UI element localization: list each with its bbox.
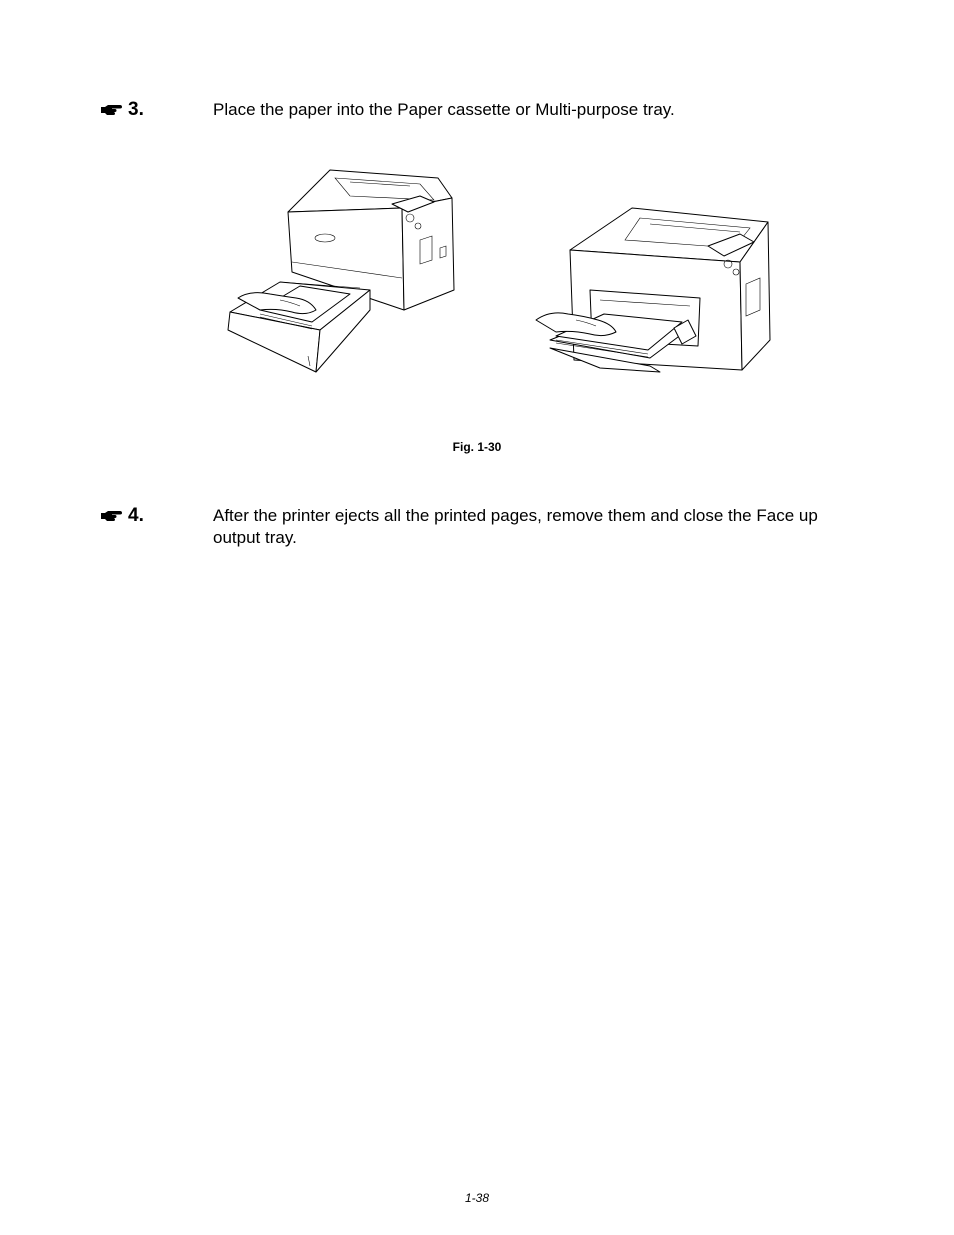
step-number: 3. — [128, 99, 144, 120]
pointing-hand-icon — [100, 103, 122, 117]
step-3 — [100, 99, 833, 121]
step-text: Place the paper into the Paper cassette or Multi-purpose tray. — [213, 100, 675, 119]
printer-mp-tray-illustration — [536, 208, 770, 372]
step-text: After the printer ejects all the printed pages, remove them and close the Face up output tray. — [213, 506, 818, 547]
pointing-hand-icon — [100, 509, 122, 523]
step-4 — [100, 505, 833, 549]
printer-illustrations — [220, 160, 780, 380]
printer-cassette-illustration — [228, 170, 454, 372]
page-number: 1-38 — [464, 1191, 490, 1205]
step-number: 4. — [128, 505, 144, 526]
figure-illustration — [220, 160, 780, 380]
figure-caption: Fig. 1-30 — [452, 440, 502, 454]
